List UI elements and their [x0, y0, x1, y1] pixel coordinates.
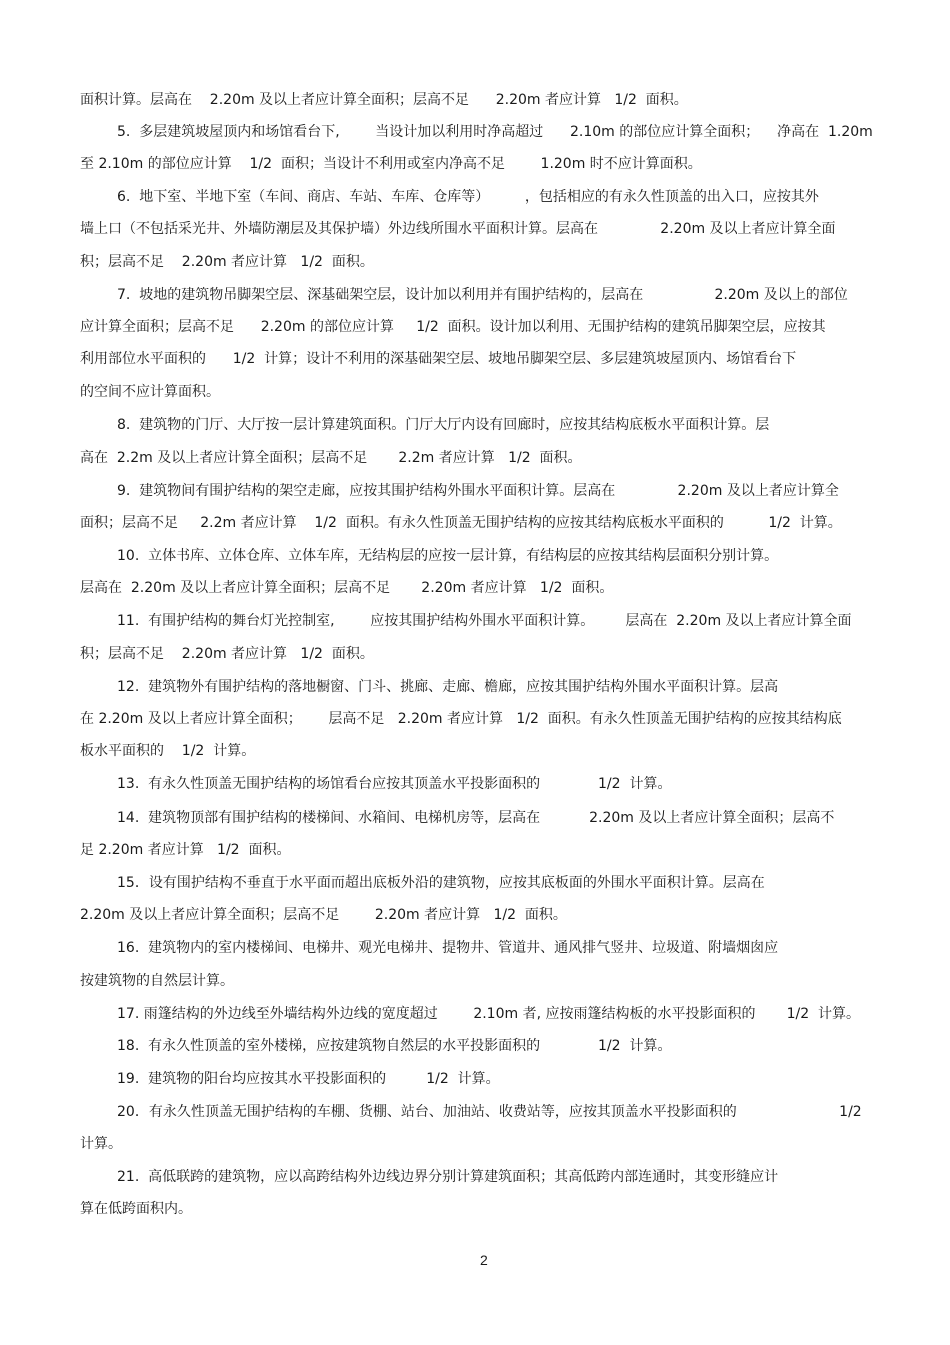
text-line: 21. 高低联跨的建筑物，应以高跨结构外边线边界分别计算建筑面积；其高低跨内部连通时，其变形缝应计	[117, 1169, 779, 1185]
text-line: 至 2.10m 的部位应计算 1/2 面积；当设计不利用或室内净高不足 1.20m 时不应计算面积。	[80, 156, 702, 172]
text-line: 18. 有永久性顶盖的室外楼梯，应按建筑物自然层的水平投影面积的 1/2 计算。	[117, 1038, 672, 1054]
text-line: 在 2.20m 及以上者应计算全面积； 层高不足 2.20m 者应计算 1/2 面积。有永久性顶盖无围护结构的应按其结构底	[80, 711, 842, 727]
text-line: 11. 有围护结构的舞台灯光控制室, 应按其围护结构外围水平面积计算。 层高在 2.20m 及以上者应计算全面	[117, 613, 852, 629]
text-line: 20．有永久性顶盖无围护结构的车棚、货棚、站台、加油站、收费站等，应按其顶盖水平投影面积的 1/2	[117, 1104, 862, 1120]
text-line: 17. 雨篷结构的外边线至外墙结构外边线的宽度超过 2.10m 者, 应按雨篷结构板的水平投影面积的 1/2 计算。	[117, 1006, 861, 1022]
text-line: 10. 立体书库、立体仓库、立体车库，无结构层的应按一层计算，有结构层的应按其结构层面积分别计算。	[117, 548, 779, 564]
text-line: 的空间不应计算面积。	[80, 384, 220, 400]
text-line: 5. 多层建筑坡屋顶内和场馆看台下, 当设计加以利用时净高超过 2.10m 的部位应计算全面积； 净高在 1.20m	[117, 124, 873, 140]
text-line: 积；层高不足 2.20m 者应计算 1/2 面积。	[80, 254, 374, 270]
text-line: 面积；层高不足 2.2m 者应计算 1/2 面积。有永久性顶盖无围护结构的应按其结构底板水平面积的 1/2 计算。	[80, 515, 842, 531]
text-line: 应计算全面积；层高不足 2.20m 的部位应计算 1/2 面积。设计加以利用、无围护结构的建筑吊脚架空层，应按其	[80, 319, 826, 335]
text-line: 13. 有永久性顶盖无围护结构的场馆看台应按其顶盖水平投影面积的 1/2 计算。	[117, 776, 672, 792]
text-line: 层高在 2.20m 及以上者应计算全面积；层高不足 2.20m 者应计算 1/2 面积。	[80, 580, 614, 596]
text-line: 19. 建筑物的阳台均应按其水平投影面积的 1/2 计算。	[117, 1071, 500, 1087]
text-line: 2.20m 及以上者应计算全面积；层高不足 2.20m 者应计算 1/2 面积。	[80, 907, 567, 923]
text-line: 墙上口（不包括采光井、外墙防潮层及其保护墙）外边线所围水平面积计算。层高在 2.20m 及以上者应计算全面	[80, 221, 836, 237]
text-line: 12. 建筑物外有围护结构的落地橱窗、门斗、挑廊、走廊、檐廊，应按其围护结构外围水平面积计算。层高	[117, 679, 779, 695]
text-line: 板水平面积的 1/2 计算。	[80, 743, 256, 759]
text-line: 利用部位水平面积的 1/2 计算；设计不利用的深基础架空层、坡地吊脚架空层、多层建筑坡屋顶内、场馆看台下	[80, 351, 797, 367]
text-line: 积；层高不足 2.20m 者应计算 1/2 面积。	[80, 646, 374, 662]
text-line: 算在低跨面积内。	[80, 1201, 192, 1217]
text-line: 8. 建筑物的门厅、大厅按一层计算建筑面积。门厅大厅内设有回廊时，应按其结构底板水平面积计算。层	[117, 417, 770, 433]
text-line: 7. 坡地的建筑物吊脚架空层、深基础架空层，设计加以利用并有围护结构的，层高在 2.20m 及以上的部位	[117, 287, 848, 303]
text-line: 15．设有围护结构不垂直于水平面而超出底板外沿的建筑物，应按其底板面的外围水平面积计算。层高在	[117, 875, 765, 891]
text-line: 计算。	[80, 1136, 122, 1152]
page-number: 2	[480, 1252, 488, 1268]
text-line: 9. 建筑物间有围护结构的架空走廊，应按其围护结构外围水平面积计算。层高在 2.20m 及以上者应计算全	[117, 483, 839, 499]
text-line: 高在 2.2m 及以上者应计算全面积；层高不足 2.2m 者应计算 1/2 面积。	[80, 450, 582, 466]
text-line: 16. 建筑物内的室内楼梯间、电梯井、观光电梯井、提物井、管道井、通风排气竖井、垃圾道、附墙烟囱应	[117, 940, 779, 956]
text-line: 6. 地下室、半地下室（车间、商店、车站、车库、仓库等） ，包括相应的有永久性顶盖的出入口，应按其外	[117, 189, 819, 205]
text-line: 面积计算。层高在 2.20m 及以上者应计算全面积；层高不足 2.20m 者应计算 1/2 面积。	[80, 92, 688, 108]
text-line: 按建筑物的自然层计算。	[80, 973, 234, 989]
text-line: 14. 建筑物顶部有围护结构的楼梯间、水箱间、电梯机房等，层高在 2.20m 及以上者应计算全面积；层高不	[117, 810, 835, 826]
text-line: 足 2.20m 者应计算 1/2 面积。	[80, 842, 291, 858]
